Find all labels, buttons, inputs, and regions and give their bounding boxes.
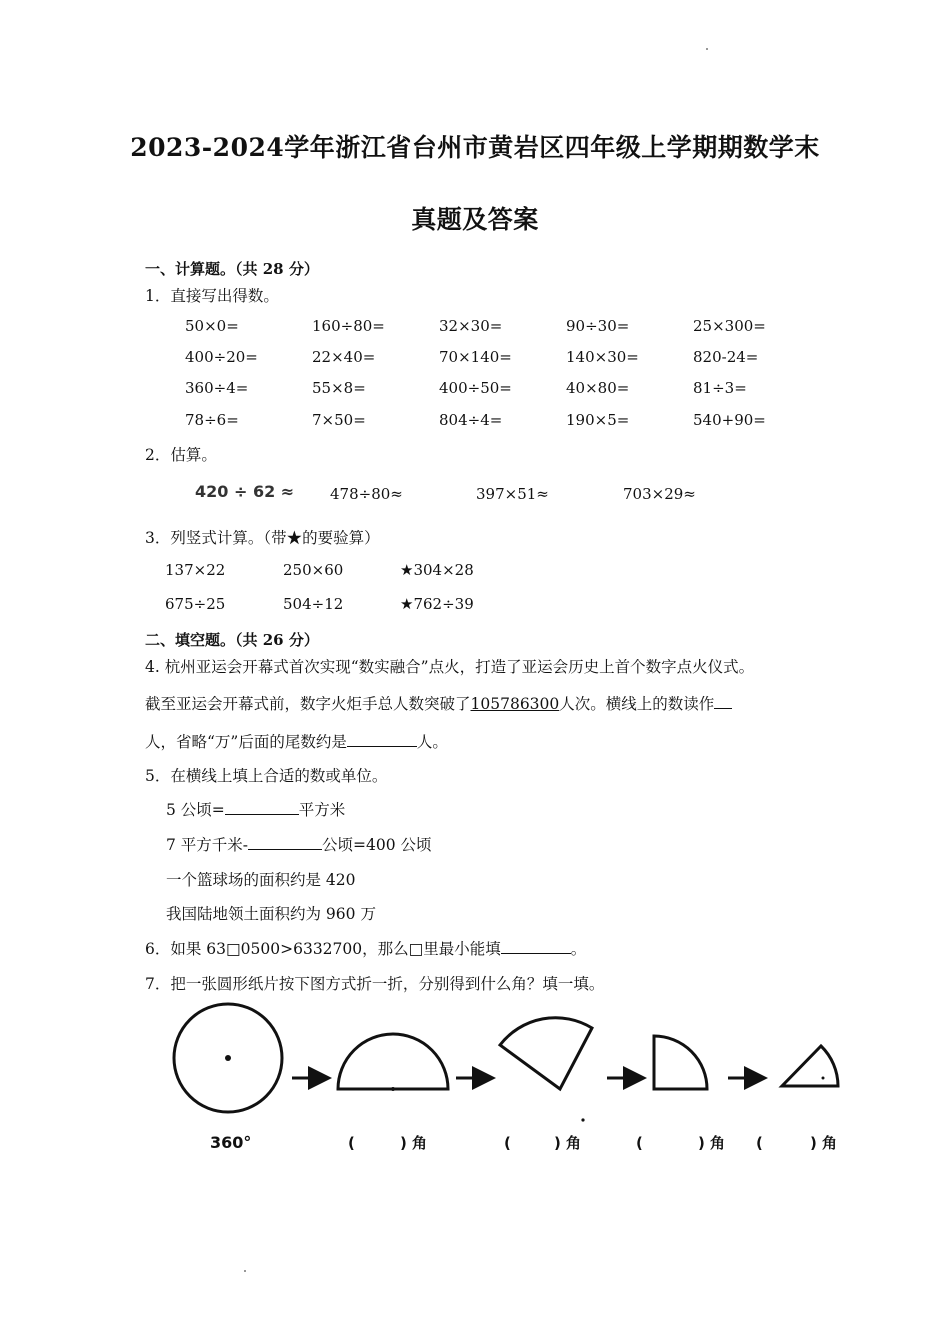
quarter-circle-shape [654,1036,707,1089]
fold-center-dot [822,1077,825,1080]
scan-speck [244,1270,246,1272]
calc-item: 7×50= [312,411,366,429]
question-5-label: 5．在横线上填上合适的数或单位。 [145,767,388,785]
answer-blank[interactable] [347,732,417,747]
answer-blank[interactable] [501,939,571,954]
estimate-item: 397×51≈ [476,485,549,503]
question-1-label: 1．直接写出得数。 [145,287,279,305]
calc-item: 32×30= [439,317,503,335]
angle-unit: 角 [710,1134,726,1152]
q4-text: 人。 [416,733,448,751]
open-paren: ( [636,1134,643,1152]
angle-unit: 角 [822,1134,838,1152]
circle-center-dot [225,1055,231,1061]
question-4-line-3 [145,730,448,752]
q5-text: 5 公顷= [166,801,225,819]
close-paren: ) [810,1134,817,1152]
open-paren: ( [756,1134,763,1152]
calc-item: 70×140= [439,348,512,366]
estimate-item: 478÷80≈ [330,485,403,503]
calc-item: 40×80= [566,379,630,397]
vertical-calc-item: 504÷12 [283,595,344,613]
full-angle-label: 360° [210,1133,252,1152]
fold-center-dot [391,1087,395,1091]
vertical-calc-item: 675÷25 [165,595,226,613]
page-subtitle: 真题及答案 [411,205,539,234]
calc-item: 190×5= [566,411,630,429]
calc-item: 540+90= [693,411,766,429]
question-7-label: 7．把一张圆形纸片按下图方式折一折，分别得到什么角？填一填。 [145,975,605,993]
section-1-heading: 一、计算题。（共 28 分） [145,260,319,278]
answer-blank[interactable] [714,694,732,709]
estimate-item: 703×29≈ [623,485,696,503]
close-paren: ) [554,1134,561,1152]
close-paren: ) [400,1134,407,1152]
question-4-line-2 [145,692,732,714]
q5-text: 公顷=400 公顷 [322,836,432,854]
q6-text: 6．如果 63□0500>6332700，那么□里最小能填 [145,940,501,958]
calc-item: 81÷3= [693,379,747,397]
calc-item: 50×0= [185,317,239,335]
vertical-calc-item: 137×22 [165,561,226,579]
question-3-label: 3．列竖式计算。（带★的要验算） [145,529,380,547]
estimate-item: 420 ÷ 62 ≈ [195,482,295,501]
obtuse-sector-shape [500,1018,592,1089]
angle-unit: 角 [412,1134,428,1152]
circle-folding-diagram [160,1000,860,1165]
question-6 [145,937,586,959]
close-paren: ) [698,1134,705,1152]
question-5-c: 一个篮球场的面积约是 420 [166,871,356,889]
open-paren: ( [348,1134,355,1152]
calc-item: 90÷30= [566,317,630,335]
semicircle-shape [338,1034,448,1089]
answer-blank[interactable] [248,835,322,850]
calc-item: 820-24= [693,348,759,366]
vertical-calc-item: ★762÷39 [400,595,474,613]
page-title: 2023-2024学年浙江省台州市黄岩区四年级上学期期数学末 [130,133,820,162]
calc-item: 804÷4= [439,411,503,429]
question-2-label: 2．估算。 [145,446,217,464]
open-paren: ( [504,1134,511,1152]
calc-item: 160÷80= [312,317,385,335]
q4-text: 人次。横线上的数读作 [559,695,715,713]
question-5-b [166,833,432,855]
vertical-calc-item: ★304×28 [400,561,474,579]
q4-text: 截至亚运会开幕式前，数字火炬手总人数突破了 [145,695,471,713]
calc-item: 400÷50= [439,379,512,397]
answer-blank[interactable] [225,800,299,815]
q5-text: 平方米 [298,801,346,819]
torchbearer-count: 105786300 [470,695,560,713]
calc-item: 140×30= [566,348,639,366]
angle-unit: 角 [566,1134,582,1152]
calc-item: 360÷4= [185,379,249,397]
calc-item: 55×8= [312,379,366,397]
question-5-d: 我国陆地领土面积约为 960 万 [166,905,376,923]
q5-text: 7 平方千米- [166,836,249,854]
question-4-line-1: 4. 杭州亚运会开幕式首次实现“数实融合”点火，打造了亚运会历史上首个数字点火仪式。 [145,658,755,676]
vertical-calc-item: 250×60 [283,561,344,579]
question-5-a [166,798,345,820]
section-2-heading: 二、填空题。（共 26 分） [145,631,319,649]
fold-center-dot [581,1118,584,1121]
eighth-circle-shape [782,1046,838,1086]
calc-item: 78÷6= [185,411,239,429]
calc-item: 25×300= [693,317,766,335]
q6-text: 。 [570,940,587,958]
q4-text: 人，省略“万”后面的尾数约是 [145,733,347,751]
calc-item: 22×40= [312,348,376,366]
calc-item: 400÷20= [185,348,258,366]
scan-speck [706,48,708,50]
